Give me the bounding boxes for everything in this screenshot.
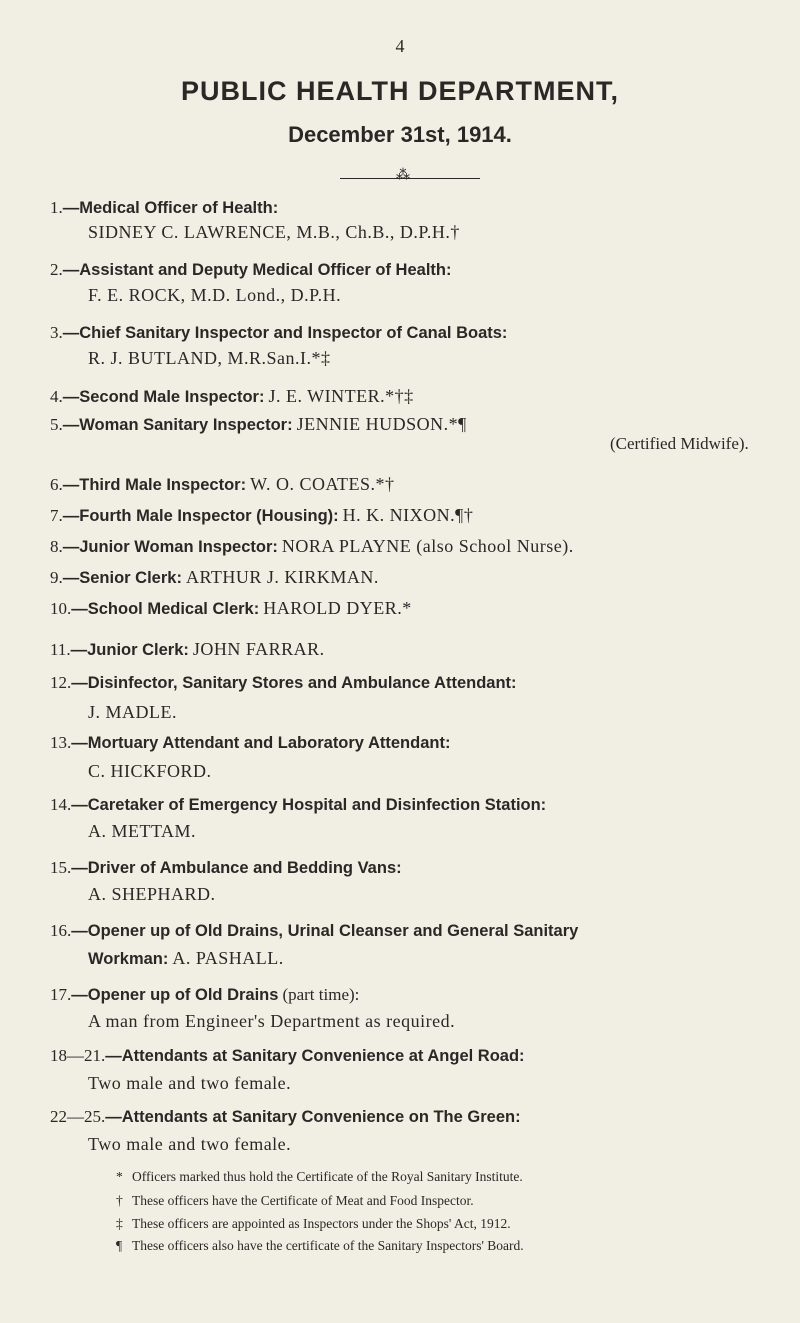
staff-entry-15 xyxy=(50,858,402,878)
entry-role: —Third Male Inspector: xyxy=(62,476,247,494)
divider-rule xyxy=(340,178,480,179)
entry-name: A man from Engineer's Department as required. xyxy=(88,1011,456,1031)
staff-entry-5 xyxy=(50,414,467,435)
footnote-symbol: † xyxy=(116,1193,123,1208)
staff-entry-4 xyxy=(50,386,414,407)
staff-entry-18-21 xyxy=(50,1046,525,1066)
entry-role: —School Medical Clerk: xyxy=(71,600,260,618)
footnote-double-dagger xyxy=(116,1216,511,1232)
footnote-text: These officers have the Certificate of Meat and Food Inspector. xyxy=(132,1193,474,1208)
entry-role: —Disinfector, Sanitary Stores and Ambulance Attendant: xyxy=(71,674,517,692)
entry-name: H. K. NIXON.¶† xyxy=(342,505,474,525)
footnote-symbol: ¶ xyxy=(116,1238,123,1253)
entry-role: —Opener up of Old Drains xyxy=(71,986,279,1004)
entry-role: —Junior Clerk: xyxy=(70,641,189,659)
entry-number: 6. xyxy=(50,475,63,494)
entry-name: R. J. BUTLAND, M.R.San.I.*‡ xyxy=(88,348,331,368)
entry-number: 10. xyxy=(50,599,72,618)
entry-name: C. HICKFORD. xyxy=(88,761,212,781)
staff-entry-17 xyxy=(50,985,359,1005)
staff-entry-11 xyxy=(50,639,325,660)
entry-role: —Fourth Male Inspector (Housing): xyxy=(62,507,339,525)
footnote-text: Officers marked thus hold the Certificate of the Royal Sanitary Institute. xyxy=(132,1169,523,1184)
entry-number: 22—25. xyxy=(50,1107,106,1126)
staff-entry-16-cont xyxy=(88,948,284,969)
entry-name: F. E. ROCK, M.D. Lond., D.P.H. xyxy=(88,285,342,305)
staff-entry-12 xyxy=(50,673,517,693)
entry-role: —Caretaker of Emergency Hospital and Disinfection Station: xyxy=(71,796,547,814)
entry-role: —Junior Woman Inspector: xyxy=(62,538,278,556)
entry-number: 9. xyxy=(50,568,63,587)
entry-number: 1. xyxy=(50,198,63,217)
entry-number: 4. xyxy=(50,387,63,406)
staff-entry-1 xyxy=(50,198,278,218)
staff-entry-14 xyxy=(50,795,546,815)
staff-entry-3 xyxy=(50,323,507,343)
entry-role-continued: Workman: xyxy=(88,950,169,968)
entry-name: JOHN FARRAR. xyxy=(192,639,325,659)
entry-name: J. MADLE. xyxy=(88,702,177,722)
entry-name: NORA PLAYNE (also School Nurse). xyxy=(281,536,574,556)
entry-role: —Chief Sanitary Inspector and Inspector of Canal Boats: xyxy=(62,324,508,342)
entry-number: 7. xyxy=(50,506,63,525)
staff-entry-9 xyxy=(50,567,379,588)
entry-role: —Senior Clerk: xyxy=(62,569,182,587)
entry-name: HAROLD DYER.* xyxy=(263,598,412,618)
entry-note: (Certified Midwife). xyxy=(610,434,749,453)
staff-entry-7 xyxy=(50,505,473,526)
entry-name: Two male and two female. xyxy=(88,1134,292,1154)
entry-name: SIDNEY C. LAWRENCE, M.B., Ch.B., D.P.H.† xyxy=(88,222,460,242)
entry-number: 5. xyxy=(50,415,63,434)
page-number: 4 xyxy=(395,36,405,56)
entry-number: 13. xyxy=(50,733,72,752)
page-title: PUBLIC HEALTH DEPARTMENT, xyxy=(181,76,619,106)
footnote-symbol: * xyxy=(116,1169,123,1184)
staff-entry-2 xyxy=(50,260,451,280)
footnote-symbol: ‡ xyxy=(116,1216,123,1231)
entry-name: ARTHUR J. KIRKMAN. xyxy=(185,567,379,587)
entry-number: 2. xyxy=(50,260,63,279)
staff-entry-16 xyxy=(50,921,578,941)
footnote-text: These officers are appointed as Inspectors under the Shops' Act, 1912. xyxy=(132,1216,511,1231)
entry-number: 15. xyxy=(50,858,72,877)
entry-name: A. SHEPHARD. xyxy=(88,884,216,904)
entry-role: —Attendants at Sanitary Convenience at Angel Road: xyxy=(105,1047,525,1065)
staff-entry-13 xyxy=(50,733,450,753)
entry-role: —Woman Sanitary Inspector: xyxy=(62,416,293,434)
footnote-dagger xyxy=(116,1193,474,1209)
staff-entry-6 xyxy=(50,474,394,495)
staff-entry-8 xyxy=(50,536,574,557)
entry-name: A. METTAM. xyxy=(88,821,197,841)
entry-number: 18—21. xyxy=(50,1046,106,1065)
page-date: December 31st, 1914. xyxy=(288,122,512,147)
entry-role: —Second Male Inspector: xyxy=(62,388,265,406)
footnote-asterisk xyxy=(116,1169,523,1185)
footnote-text: These officers also have the certificate of the Sanitary Inspectors' Board. xyxy=(132,1238,524,1253)
staff-entry-10 xyxy=(50,598,412,619)
entry-name: JENNIE HUDSON.*¶ xyxy=(296,414,467,434)
entry-number: 17. xyxy=(50,985,72,1004)
entry-number: 8. xyxy=(50,537,63,556)
entry-number: 11. xyxy=(50,640,71,659)
staff-entry-22-25 xyxy=(50,1107,521,1127)
footnote-pilcrow xyxy=(116,1238,524,1254)
entry-name: W. O. COATES.*† xyxy=(250,474,395,494)
entry-name: A. PASHALL. xyxy=(172,948,284,968)
entry-name: J. E. WINTER.*†‡ xyxy=(268,386,414,406)
entry-role-note: (part time): xyxy=(282,985,360,1004)
divider-ornament-icon: ⁂ xyxy=(396,168,410,183)
entry-number: 14. xyxy=(50,795,72,814)
entry-name: Two male and two female. xyxy=(88,1073,292,1093)
entry-role: —Medical Officer of Health: xyxy=(62,199,279,217)
entry-role: —Mortuary Attendant and Laboratory Attendant: xyxy=(71,734,451,752)
entry-role: —Driver of Ambulance and Bedding Vans: xyxy=(71,859,402,877)
entry-number: 16. xyxy=(50,921,72,940)
entry-number: 12. xyxy=(50,673,72,692)
entry-role: —Attendants at Sanitary Convenience on The Green: xyxy=(105,1108,521,1126)
entry-number: 3. xyxy=(50,323,63,342)
entry-role: —Assistant and Deputy Medical Officer of Health: xyxy=(62,261,452,279)
entry-role: —Opener up of Old Drains, Urinal Cleanser and General Sanitary xyxy=(71,922,579,940)
